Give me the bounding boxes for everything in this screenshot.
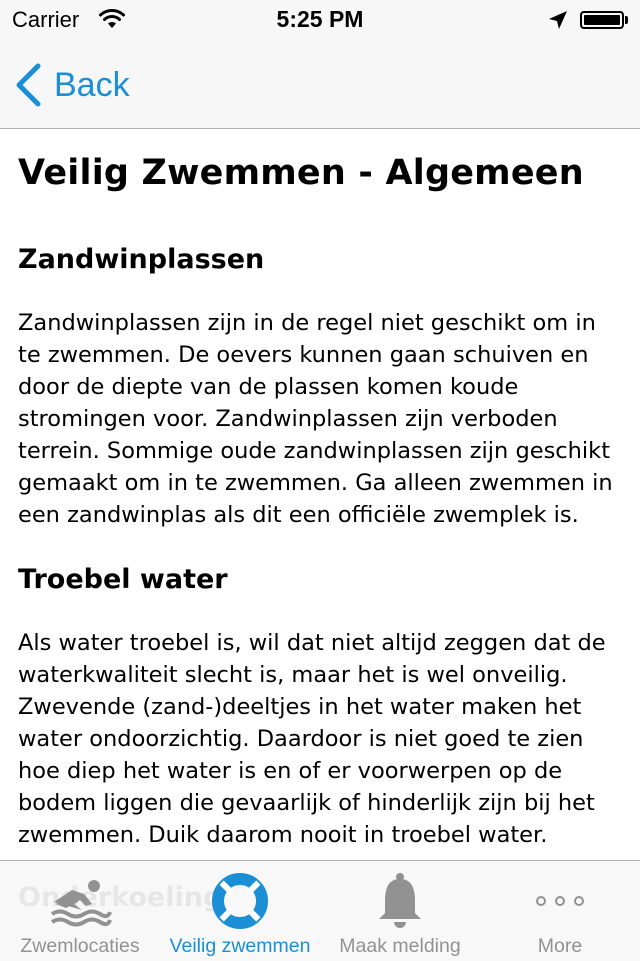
back-button[interactable]: [14, 62, 130, 108]
lifebuoy-icon: [208, 871, 272, 931]
chevron-left-icon: [14, 63, 42, 107]
carrier-label: Carrier: [12, 7, 80, 32]
article-content[interactable]: [0, 129, 640, 860]
status-time: 5:25 PM: [276, 6, 364, 32]
more-dots-icon: [528, 871, 592, 931]
tab-label: More: [537, 935, 583, 957]
back-label: Back: [54, 65, 130, 104]
section-body-troebel-water: Als water troebel is, wil dat niet altijd zeggen dat de waterkwaliteit slecht is, maar het is wel onveilig. Zwevende (zand-)deeltjes in het water maken het water ondoorzichtig. Daardoor is niet goed te zien hoe diep het water is en of er voorwerpen op de bodem liggen die gevaarlijk of hinderlijk zijn bij het zwemmen. Duik daarom nooit in troebel water.: [18, 630, 606, 848]
swimmer-icon: [48, 871, 112, 931]
navigation-bar: [0, 40, 640, 129]
battery-tip: [625, 16, 628, 24]
tab-bar: [0, 860, 640, 961]
tab-label: Maak melding: [339, 935, 461, 957]
section-heading-troebel-water: Troebel water: [18, 564, 228, 595]
location-arrow-icon: [548, 10, 568, 30]
bell-icon: [368, 871, 432, 931]
section-body-zandwinplassen: Zandwinplassen zijn in de regel niet geschikt om in te zwemmen. De oevers kunnen gaan schuiven en door de diepte van de plassen komen koude stromingen voor. Zandwinplassen zijn verboden terrein. Sommige oude zandwinplassen zijn geschikt gemaakt om in te zwemmen. Ga alleen zwemmen in een zandwinplas als dit een officiële zwemplek is.: [18, 310, 613, 528]
status-bar: [0, 0, 640, 40]
tab-maak-melding[interactable]: [320, 861, 480, 961]
battery-icon: [580, 11, 624, 29]
tab-veilig-zwemmen[interactable]: [160, 861, 320, 961]
tab-label: Zwemlocaties: [20, 935, 140, 957]
tab-label: Veilig zwemmen: [169, 935, 311, 957]
section-heading-zandwinplassen: Zandwinplassen: [18, 244, 265, 275]
tab-more[interactable]: [480, 861, 640, 961]
page-title: Veilig Zwemmen - Algemeen: [18, 153, 584, 193]
tab-zwemlocaties[interactable]: [0, 861, 160, 961]
